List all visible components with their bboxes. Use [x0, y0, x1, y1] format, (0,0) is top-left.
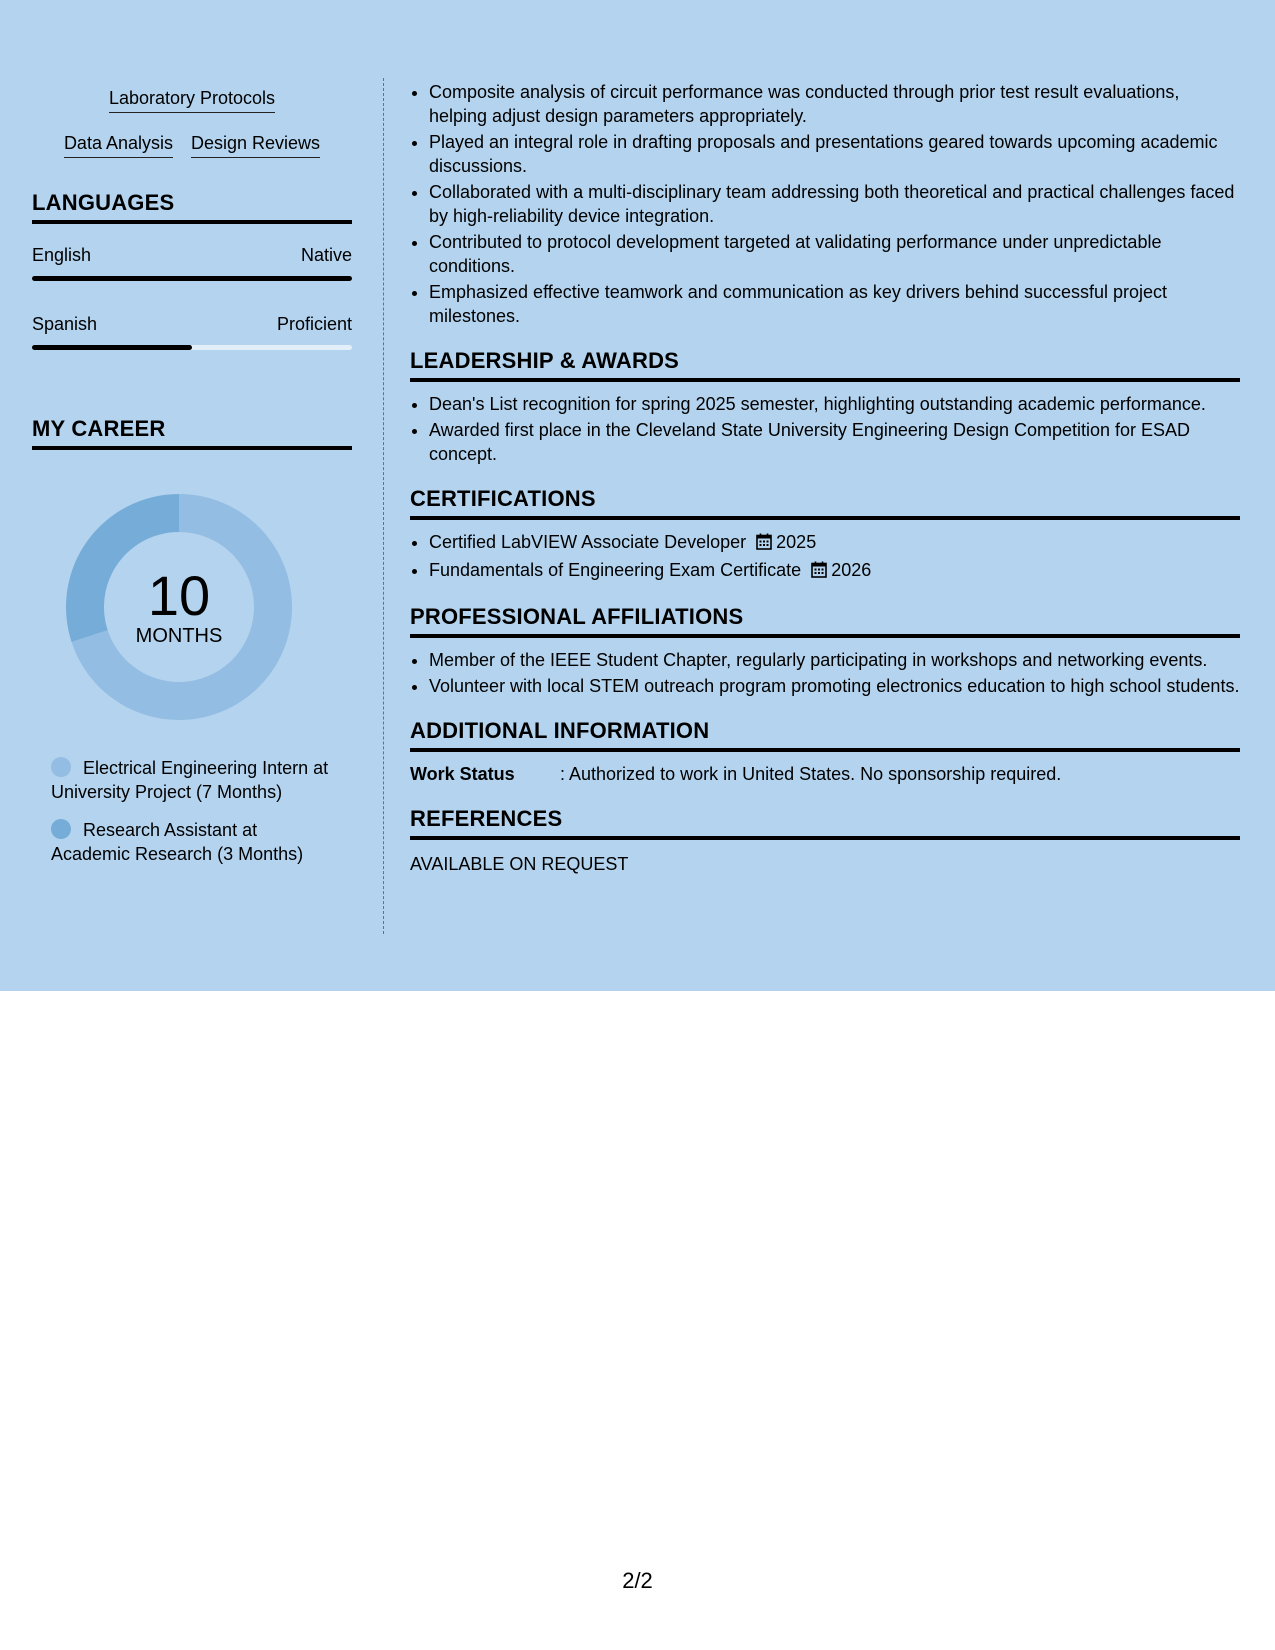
- language-level: Proficient: [276, 314, 352, 334]
- leadership-section: [410, 348, 1240, 466]
- right-column: [410, 80, 1240, 876]
- certification-year: 2025: [776, 532, 817, 552]
- language-proficiency-fill: [32, 276, 352, 281]
- legend-item: [51, 756, 331, 804]
- language-proficiency-bar: [32, 345, 352, 350]
- certification-name: Certified LabVIEW Associate Developer: [429, 532, 747, 552]
- language-level: Native: [300, 245, 352, 265]
- work-status-label: Work Status: [410, 764, 515, 784]
- language-item: [32, 244, 352, 281]
- certification-name: Fundamentals of Engineering Exam Certificate: [429, 560, 802, 580]
- career-heading: MY CAREER: [32, 416, 352, 450]
- experience-bullets: [410, 80, 1240, 328]
- certification-year: 2026: [831, 560, 872, 580]
- career-legend: [51, 756, 331, 866]
- list-item: • Dean's List recognition for spring 2025 semester, highlighting outstanding academic performance.: [429, 392, 1240, 416]
- language-proficiency-bar: [32, 276, 352, 281]
- work-status-row: [410, 762, 1240, 786]
- language-name: English: [32, 245, 92, 265]
- skill-tag: Design Reviews: [191, 131, 320, 158]
- affiliations-heading: PROFESSIONAL AFFILIATIONS: [410, 604, 1240, 638]
- career-total-unit: MONTHS: [135, 625, 223, 647]
- column-divider: [383, 78, 384, 934]
- additional-info-heading: ADDITIONAL INFORMATION: [410, 718, 1240, 752]
- list-item: • Awarded first place in the Cleveland State University Engineering Design Competition for ESAD concept.: [429, 418, 1240, 466]
- list-item: • Volunteer with local STEM outreach program promoting electronics education to high school students.: [429, 674, 1240, 698]
- list-item: • Collaborated with a multi-disciplinary team addressing both theoretical and practical challenges faced by high-reliability device integration.: [429, 180, 1240, 228]
- legend-label: Electrical Engineering Intern at University Project (7 Months): [51, 758, 329, 802]
- calendar-icon: [811, 560, 827, 584]
- skill-tag: Data Analysis: [64, 131, 173, 158]
- list-item: [429, 530, 1240, 556]
- list-item: [429, 558, 1240, 584]
- list-item: • Member of the IEEE Student Chapter, regularly participating in workshops and networking events.: [429, 648, 1240, 672]
- page-number: 2/2: [622, 1568, 653, 1593]
- certifications-heading: CERTIFICATIONS: [410, 486, 1240, 520]
- list-item: • Contributed to protocol development targeted at validating performance under unpredictable conditions.: [429, 230, 1240, 278]
- legend-label: Research Assistant at Academic Research (3 Months): [51, 820, 304, 864]
- career-total-months: 10: [147, 564, 211, 627]
- list-item: • Played an integral role in drafting proposals and presentations geared towards upcoming academic discussions.: [429, 130, 1240, 178]
- certifications-section: [410, 486, 1240, 584]
- calendar-icon: [756, 532, 772, 556]
- list-item: • Emphasized effective teamwork and communication as key drivers behind successful project milestones.: [429, 280, 1240, 328]
- references-text: AVAILABLE ON REQUEST: [410, 854, 629, 874]
- additional-info-section: [410, 718, 1240, 786]
- references-heading: REFERENCES: [410, 806, 1240, 840]
- left-column: [32, 86, 352, 880]
- skill-tag: Laboratory Protocols: [109, 86, 275, 113]
- language-name: Spanish: [32, 314, 98, 334]
- legend-item: [51, 818, 331, 866]
- language-item: [32, 313, 352, 350]
- career-donut-chart: [66, 494, 292, 720]
- legend-dot: [51, 757, 71, 777]
- languages-heading: LANGUAGES: [32, 190, 352, 224]
- legend-dot: [51, 819, 71, 839]
- list-item: • Composite analysis of circuit performance was conducted through prior test result evaluations, helping adjust design parameters appropriately.: [429, 80, 1240, 128]
- skills-tags: [32, 86, 352, 158]
- affiliations-section: [410, 604, 1240, 698]
- leadership-heading: LEADERSHIP & AWARDS: [410, 348, 1240, 382]
- work-status-value: : Authorized to work in United States. No sponsorship required.: [560, 764, 1062, 784]
- language-proficiency-fill: [32, 345, 192, 350]
- references-section: [410, 806, 1240, 876]
